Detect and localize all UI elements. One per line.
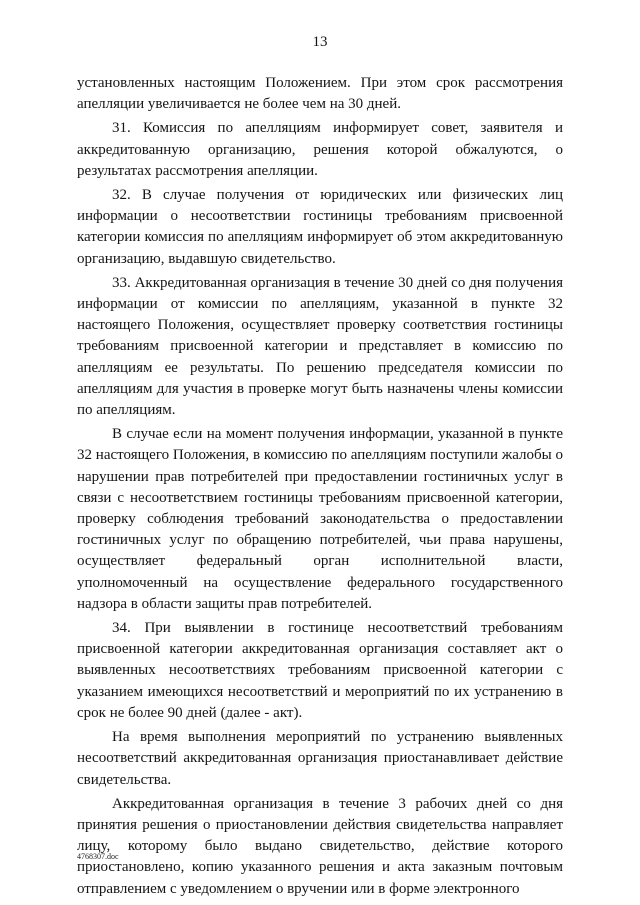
paragraph-33: 33. Аккредитованная организация в течение 30 дней со дня получения информации от комиссии по апелляциям, указанной в пункте 32 настоящего Положения, осуществляет проверку соответствия гостиницы требованиям присвоенной категории и представляет в комиссию по апелляциям ее результаты. По решению председателя комиссии по апелляциям для участия в проверке могут быть назначены члены комиссии по апелляциям. xyxy=(77,274,563,419)
paragraph-continuation: установленных настоящим Положением. При этом срок рассмотрения апелляции увеличивается не более чем на 30 дней. xyxy=(77,75,563,113)
paragraph-34-suspension: На время выполнения мероприятий по устранению выявленных несоответствий аккредитованная организация приостанавливает действие свидетельства. xyxy=(77,729,563,788)
paragraph-31: 31. Комиссия по апелляциям информирует совет, заявителя и аккредитованную организацию, решения которой обжалуются, о результатах рассмотрения апелляции. xyxy=(77,120,563,179)
paragraph-34-notification: Аккредитованная организация в течение 3 рабочих дней со дня принятия решения о приостановлении действия свидетельства направляет лицу, которому было выдано свидетельство, действие которого приостановлено, копию указанного решения и акта заказным почтовым отправлением с уведомлением о вручении или в форме электронного xyxy=(77,795,563,897)
paragraph-34: 34. При выявлении в гостинице несоответствий требованиям присвоенной категории аккредитованная организация составляет акт о выявленных несоответствиях требованиям присвоенной категории с указанием имеющихся несоответствий и мероприятий по их устранению в срок не более 90 дней (далее - акт). xyxy=(77,620,563,721)
paragraph-33-continued: В случае если на момент получения информации, указанной в пункте 32 настоящего Положения, в комиссию по апелляциям поступили жалобы о нарушении прав потребителей при предоставлении гостиничных услуг в связи с несоответствием гостиницы требованиям присвоенной категории, проверку соблюдения требований законодательства о предоставлении гостиничных услуг по обращению потребителей, чьи права нарушены, осуществляет федеральный орган исполнительной власти, уполномоченный на осуществление федерального государственного надзора в области защиты прав потребителей. xyxy=(77,426,563,612)
paragraph-32: 32. В случае получения от юридических или физических лиц информации о несоответствии гостиницы требованиям присвоенной категории комиссия по апелляциям информирует об этом аккредитованную организацию, выдавшую свидетельство. xyxy=(77,187,563,267)
document-file-code: 4768307.doc xyxy=(77,852,119,861)
document-body xyxy=(77,73,563,903)
page-number: 13 xyxy=(312,34,328,50)
